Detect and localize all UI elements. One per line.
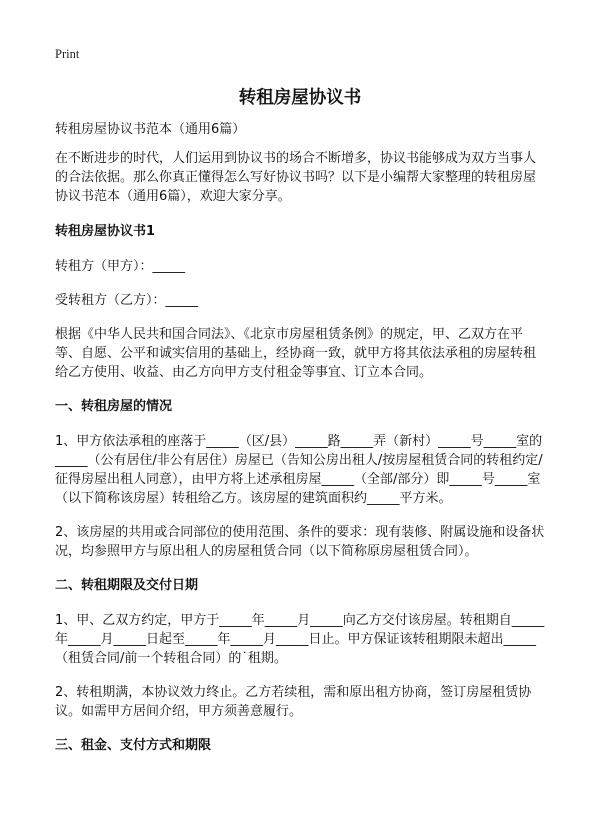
section-1-clause-2: 2、该房屋的共用或合同部位的使用范围、条件的要求：现有装修、附属设施和设备状况，均参照甲方与原出租人的房屋租赁合同（以下简称原房屋租赁合同）。 <box>55 525 545 559</box>
section-2-heading: 二、转租期限及交付日期 <box>55 578 199 593</box>
agreement-heading: 转租房屋协议书1 <box>55 224 156 239</box>
section-2-clause-2: 2、转租期满，本协议效力终止。乙方若续租，需和原出租方协商，签订房屋租赁协议。如需甲方居间介绍，甲方须善意履行。 <box>55 685 532 719</box>
document-body <box>55 120 547 771</box>
section-3-heading: 三、租金、支付方式和期限 <box>55 738 212 753</box>
print-link[interactable]: Print <box>55 47 80 61</box>
document-subtitle: 转租房屋协议书范本（通用6篇） <box>55 122 246 137</box>
basis-paragraph: 根据《中华人民共和国合同法》、《北京市房屋租赁条例》的规定，甲、乙双方在平等、自愿、公平和诚实信用的基础上，经协商一致，就甲方将其依法承租的房屋转租给乙方使用、收益、由乙方向甲方支付租金等事宜、订立本合同。 <box>55 327 537 380</box>
section-1-clause-1: 1、甲方依法承租的座落于_____（区/县）_____路_____弄（新村）_____号_____室的_____（公有居住/非公有居住）房屋已（告知公房出租人/按房屋租赁合同的转租约定/征得房屋出租人同意），由甲方将上述承租房屋_____（全部/部分）即_____号_____室（以下简称该房屋）转租给乙方。该房屋的建筑面积约_____平方米。 <box>55 434 543 506</box>
section-2-clause-1: 1、甲、乙双方约定，甲方于_____年_____月_____向乙方交付该房屋。转租期自_____年_____月_____日起至_____年_____月_____日止。甲方保证该转租期限未超出_____（租赁合同/前一个转租合同）的˙租期。 <box>55 613 545 666</box>
document-title: 转租房屋协议书 <box>238 88 362 108</box>
party-b-line: 受转租方（乙方）：_____ <box>55 293 199 308</box>
intro-paragraph: 在不断进步的时代，人们运用到协议书的场合不断增多，协议书能够成为双方当事人的合法依据。那么你真正懂得怎么写好协议书吗？以下是小编帮大家整理的转租房屋协议书范本（通用6篇），欢迎大家分享。 <box>55 151 537 204</box>
party-a-line: 转租方（甲方）：_____ <box>55 259 186 274</box>
section-1-heading: 一、转租房屋的情况 <box>55 399 173 414</box>
